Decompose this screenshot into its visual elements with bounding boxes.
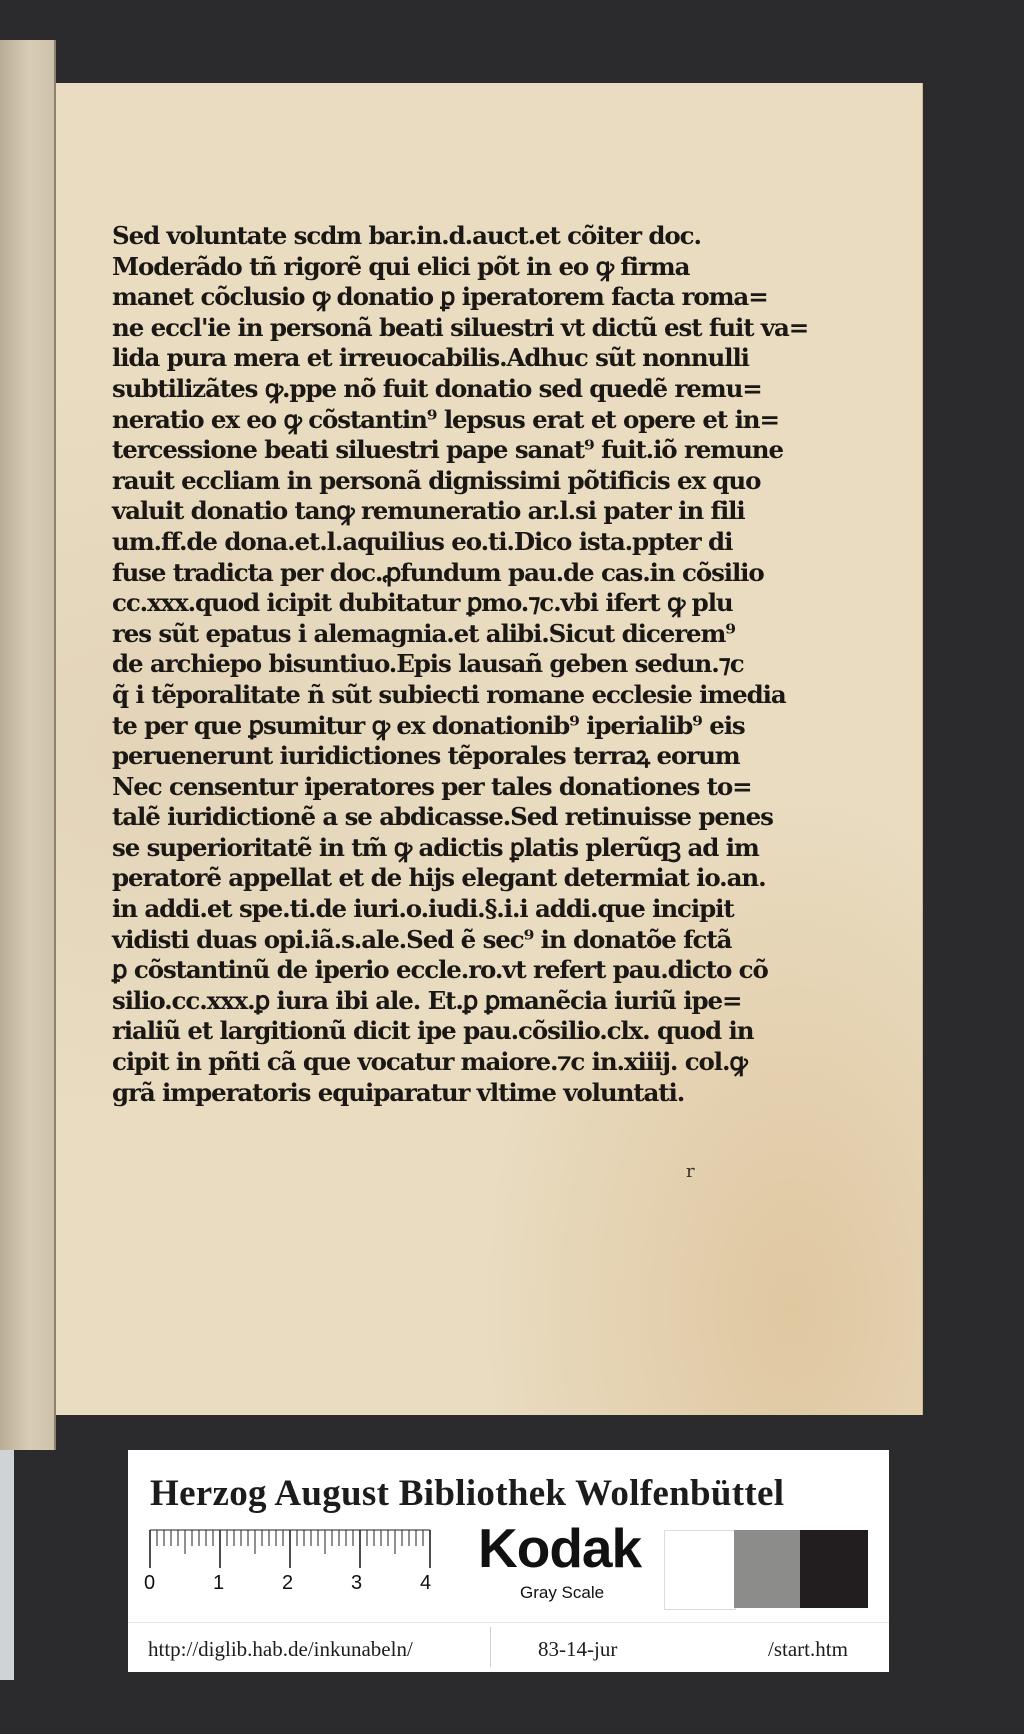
text-line: tercessione beati siluestri pape sanat⁹ fuit.iõ remune	[112, 435, 783, 465]
text-line: peruenerunt iuridictiones tẽporales terraꝝ eorum	[112, 741, 740, 771]
text-line: cc.xxx.quod icipit dubitatur ꝑmo.⁊c.vbi ifert ꝙ plu	[112, 588, 733, 618]
black-swatch	[800, 1530, 868, 1608]
text-line: lida pura mera et irreuocabilis.Adhuc sũt nonnulli	[112, 343, 749, 373]
shelfmark: 83-14-jur	[538, 1637, 618, 1661]
text-line: ne eccl'ie in personã beati siluestri vt dictũ est fuit va=	[112, 312, 809, 342]
archive-url: http://diglib.hab.de/inkunabeln/	[148, 1637, 413, 1661]
text-line: neratio ex eo ꝙ cõstantin⁹ lepsus erat et opere et in=	[112, 404, 779, 434]
text-line: res sũt epatus i alemagnia.et alibi.Sicut dicerem⁹	[112, 618, 735, 648]
gray-scale-label: Gray Scale	[520, 1583, 605, 1602]
ruler	[144, 1522, 468, 1594]
text-line: fuse tradicta per doc.ꝓfundum pau.de cas.in cõsilio	[112, 557, 764, 587]
ruler-number: 0	[144, 1572, 156, 1594]
kodak-logo: Kodak	[478, 1517, 642, 1579]
manuscript-page	[56, 83, 922, 1415]
text-line: silio.cc.xxx.ꝑ iura ibi ale. Et.ꝑ ꝑmanẽcia iuriũ ipe=	[112, 985, 742, 1015]
text-line: ꝑ cõstantinũ de iperio eccle.ro.vt refert pau.dicto cõ	[112, 955, 768, 985]
text-line: rialiũ et largitionũ dicit ipe pau.cõsilio.clx. quod in	[112, 1016, 754, 1046]
left-page-edge	[0, 40, 56, 1450]
text-line: cipit in pñti cã que vocatur maiore.⁊c in.xiiij. col.ꝙ	[112, 1047, 747, 1077]
text-line: rauit eccliam in personã dignissimi põtificis ex quo	[112, 465, 761, 495]
library-target-card	[128, 1450, 889, 1672]
text-line: grã imperatoris equiparatur vltime voluntati.	[112, 1077, 685, 1107]
text-line: valuit donatio tanꝙ remuneratio ar.l.si pater in fili	[112, 496, 745, 526]
text-line: q̃ i tẽporalitate ñ sũt subiecti romane ecclesie imedia	[112, 679, 786, 709]
card-footer	[128, 1622, 889, 1673]
footer-divider	[490, 1627, 491, 1667]
text-line: te per que ꝑsumitur ꝙ ex donationib⁹ iperialib⁹ eis	[112, 710, 745, 740]
text-line: vidisti duas opi.iã.s.ale.Sed ẽ sec⁹ in donatõe fctã	[112, 924, 732, 954]
text-line: se superioritatẽ in tm̃ ꝙ adictis ꝑlatis plerũqꝫ ad im	[112, 832, 759, 862]
ruler-ticks	[148, 1522, 448, 1572]
library-name: Herzog August Bibliothek Wolfenbüttel	[150, 1473, 785, 1514]
url-suffix: /start.htm	[768, 1637, 848, 1661]
gray-swatch	[734, 1530, 800, 1608]
page-text	[112, 221, 809, 1108]
text-line: Moderãdo tñ rigorẽ qui elici põt in eo ꝙ firma	[112, 251, 690, 281]
ruler-number: 2	[282, 1572, 294, 1594]
text-line: um.ff.de dona.et.l.aquilius eo.ti.Dico ista.ppter di	[112, 526, 733, 556]
ruler-number: 1	[213, 1572, 225, 1594]
text-line: Sed voluntate scdm bar.in.d.auct.et cõiter doc.	[112, 221, 701, 250]
text-line: de archiepo bisuntiuo.Epis lausañ geben sedun.⁊c	[112, 649, 744, 679]
text-line: in addi.et spe.ti.de iuri.o.iudi.§.i.i addi.que incipit	[112, 894, 734, 924]
ruler-number: 4	[420, 1572, 432, 1594]
white-swatch	[664, 1530, 736, 1610]
text-line: subtilizãtes ꝙ.ppe nõ fuit donatio sed quedẽ remu=	[112, 373, 762, 403]
text-line: Nec censentur iperatores per tales donationes to=	[112, 771, 752, 801]
text-line: manet cõclusio ꝙ donatio ꝑ iperatorem facta roma=	[112, 282, 768, 312]
signature-mark: r	[686, 1161, 695, 1182]
text-line: talẽ iuridictionẽ a se abdicasse.Sed retinuisse penes	[112, 802, 773, 832]
left-page-strip	[0, 1450, 14, 1680]
text-line: peratorẽ appellat et de hijs elegant determiat io.an.	[112, 863, 766, 893]
ruler-number: 3	[351, 1572, 363, 1594]
